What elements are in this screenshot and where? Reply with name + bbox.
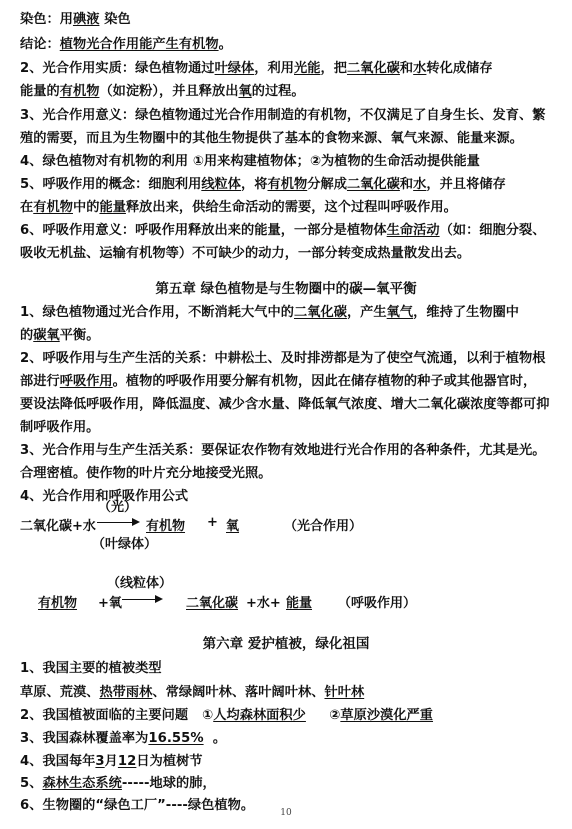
answer-blank: 叶绿体 xyxy=(214,61,255,76)
text-line: 1、我国主要的植被类型 xyxy=(20,661,162,676)
text-fragment: 转化成储存 xyxy=(426,61,493,76)
product-water: +水+ xyxy=(246,596,281,611)
condition-chloroplast: （叶绿体） xyxy=(92,537,158,552)
text-line: 殖的需要，而且为生物圈中的其他生物提供了基本的食物来源、氧气来源、能量来源。 xyxy=(20,131,524,146)
text-line xyxy=(20,196,457,215)
text-line: 3、光合作用意义：绿色植物通过光合作用制造的有机物，不仅满足了自身生长、发育、繁 xyxy=(20,108,546,123)
text-fragment: 在 xyxy=(20,200,34,215)
text-fragment: 5、 xyxy=(20,776,43,791)
text-fragment: ，维持了生物圈中 xyxy=(413,305,520,320)
answer-blank: 二氧化碳 xyxy=(293,305,347,320)
answer-blank: 有机物 xyxy=(33,200,73,215)
page-number: 10 xyxy=(280,808,292,818)
answer-blank: 线粒体 xyxy=(201,177,242,192)
text-fragment: 3、我国森林覆盖率为 xyxy=(20,731,149,746)
product-energy: 能量 xyxy=(286,596,313,611)
text-fragment: 的过程。 xyxy=(251,84,305,99)
text-line xyxy=(20,750,203,769)
answer-blank: 碘液 xyxy=(72,12,100,27)
text-line xyxy=(20,324,99,343)
text-fragment: 2、光合作用实质：绿色植物通过 xyxy=(20,61,215,76)
answer-blank: 二氧化碳 xyxy=(346,61,400,76)
text-fragment: 释放出来，供给生命活动的需要，这个过程叫呼吸作用。 xyxy=(125,200,457,215)
condition-light: （光） xyxy=(98,500,138,515)
product-organic: 有机物 xyxy=(146,519,186,534)
plus-sign: + xyxy=(207,515,218,530)
product-co2: 二氧化碳 xyxy=(186,596,239,611)
answer-blank: 碳氧 xyxy=(33,328,60,343)
text-line: 3、光合作用与生产生活关系：要保证农作物有效地进行光合作用的各种条件，尤其是光。 xyxy=(20,443,546,458)
text-fragment: ① xyxy=(202,708,214,723)
text-fragment: ，并且将储存 xyxy=(426,177,506,192)
text-fragment: 日为植树节 xyxy=(136,754,203,769)
reactant-oxygen: +氧 xyxy=(98,596,122,611)
answer-blank: 热带雨林 xyxy=(99,685,153,700)
text-line xyxy=(20,80,305,99)
answer-blank: 光能 xyxy=(294,61,321,76)
answer-blank: 能量 xyxy=(99,200,126,215)
text-fragment: 部进行 xyxy=(20,374,60,389)
text-fragment: 。 xyxy=(212,731,227,746)
text-line xyxy=(20,33,232,52)
text-fragment: 分解成 xyxy=(307,177,347,192)
answer-blank: 水 xyxy=(413,61,427,76)
formula-name: （光合作用） xyxy=(284,519,363,534)
text-fragment: 能量的 xyxy=(20,84,60,99)
answer-blank: 植物光合作用能产生有机物 xyxy=(59,37,219,52)
text-fragment: 结论： xyxy=(20,37,60,52)
answer-blank: 有机物 xyxy=(59,84,100,99)
text-fragment: 。 xyxy=(218,37,232,52)
answer-blank: 氧气 xyxy=(386,305,414,320)
reaction-arrow xyxy=(97,522,133,523)
text-fragment: ② xyxy=(329,708,341,723)
text-fragment: ，把 xyxy=(320,61,347,76)
text-fragment: 染色 xyxy=(104,12,131,27)
answer-blank: 有机物 xyxy=(267,177,308,192)
text-fragment: ，将 xyxy=(241,177,268,192)
text-line xyxy=(20,704,433,723)
answer-blank: 水 xyxy=(413,177,427,192)
answer-blank: 森林生态系统 xyxy=(42,776,122,791)
text-fragment: -----地球的肺， xyxy=(121,776,216,791)
text-line: 4、绿色植物对有机物的利用 ①用来构建植物体；②为植物的生命活动提供能量 xyxy=(20,154,480,169)
text-fragment: 草原、荒漠、 xyxy=(20,685,100,700)
reaction-arrow xyxy=(122,599,156,600)
text-line xyxy=(20,727,226,746)
text-fragment: 月 xyxy=(104,754,118,769)
text-fragment: 。植物的呼吸作用要分解有机物，因此在储存植物的种子或其他器官时， xyxy=(112,374,537,389)
chapter-heading: 第五章 绿色植物是与生物圈中的碳—氧平衡 xyxy=(155,281,417,297)
formula-name: （呼吸作用） xyxy=(338,596,417,611)
answer-blank: 12 xyxy=(117,754,137,769)
answer-blank: 人均森林面积少 xyxy=(213,708,306,723)
answer-blank: 二氧化碳 xyxy=(346,177,400,192)
text-line: 要设法降低呼吸作用，降低温度、减少含水量、降低氧气浓度、增大二氧化碳浓度等都可抑 xyxy=(20,397,550,412)
reactants: 二氧化碳+水 xyxy=(20,519,96,534)
text-fragment: 和 xyxy=(399,177,414,192)
answer-blank: 3 xyxy=(95,754,105,769)
arrow-head-icon xyxy=(132,518,140,526)
text-fragment: ，利用 xyxy=(254,61,294,76)
text-fragment: 染色：用 xyxy=(20,12,73,27)
product-oxygen: 氧 xyxy=(226,519,240,534)
text-line xyxy=(20,57,493,76)
text-fragment: 、常绿阔叶林、落叶阔叶林、 xyxy=(152,685,325,700)
answer-blank: 针叶林 xyxy=(324,685,365,700)
text-line: 6、生物圈的“绿色工厂”----绿色植物。 xyxy=(20,798,255,813)
condition-mitochondria: （线粒体） xyxy=(107,576,173,591)
text-line xyxy=(20,301,519,320)
text-line xyxy=(20,772,216,791)
text-fragment: 和 xyxy=(399,61,414,76)
text-fragment: （如淀粉），并且释放出 xyxy=(99,84,239,99)
text-fragment: 1、绿色植物通过光合作用，不断消耗大气中的 xyxy=(20,305,294,320)
text-line: 制呼吸作用。 xyxy=(20,420,100,435)
answer-blank: 氧 xyxy=(238,84,252,99)
text-fragment: 平衡。 xyxy=(59,328,100,343)
answer-blank: 16.55% xyxy=(148,731,204,746)
text-fragment: 2、我国植被面临的主要问题 xyxy=(20,708,189,723)
text-line xyxy=(20,370,536,389)
reactant-organic: 有机物 xyxy=(38,596,78,611)
text-fragment: ，产生 xyxy=(346,305,387,320)
text-line xyxy=(20,681,364,700)
text-fragment: 的 xyxy=(20,328,34,343)
answer-blank: 生命活动 xyxy=(386,223,440,238)
answer-blank: 呼吸作用 xyxy=(59,374,113,389)
text-fragment: 4、我国每年 xyxy=(20,754,96,769)
answer-blank: 草原沙漠化严重 xyxy=(340,708,434,723)
text-line: 2、呼吸作用与生产生活的关系：中耕松土、及时排涝都是为了使空气流通，以利于植物根 xyxy=(20,351,546,366)
text-line xyxy=(20,8,131,27)
chapter-heading: 第六章 爱护植被，绿化祖国 xyxy=(202,636,370,652)
arrow-head-icon xyxy=(155,595,163,603)
text-line: 4、光合作用和呼吸作用公式 xyxy=(20,489,189,504)
text-line: 吸收无机盐、运输有机物等）不可缺少的动力，一部分转变成热量散发出去。 xyxy=(20,246,471,261)
text-line: 合理密植。使作物的叶片充分地接受光照。 xyxy=(20,466,272,481)
text-fragment: 5、呼吸作用的概念：细胞利用 xyxy=(20,177,202,192)
text-fragment: 6、呼吸作用意义：呼吸作用释放出来的能量，一部分是植物体 xyxy=(20,223,387,238)
text-line xyxy=(20,173,506,192)
text-line xyxy=(20,219,546,238)
text-fragment: （如：细胞分裂、 xyxy=(439,223,546,238)
text-fragment: 中的 xyxy=(72,200,100,215)
